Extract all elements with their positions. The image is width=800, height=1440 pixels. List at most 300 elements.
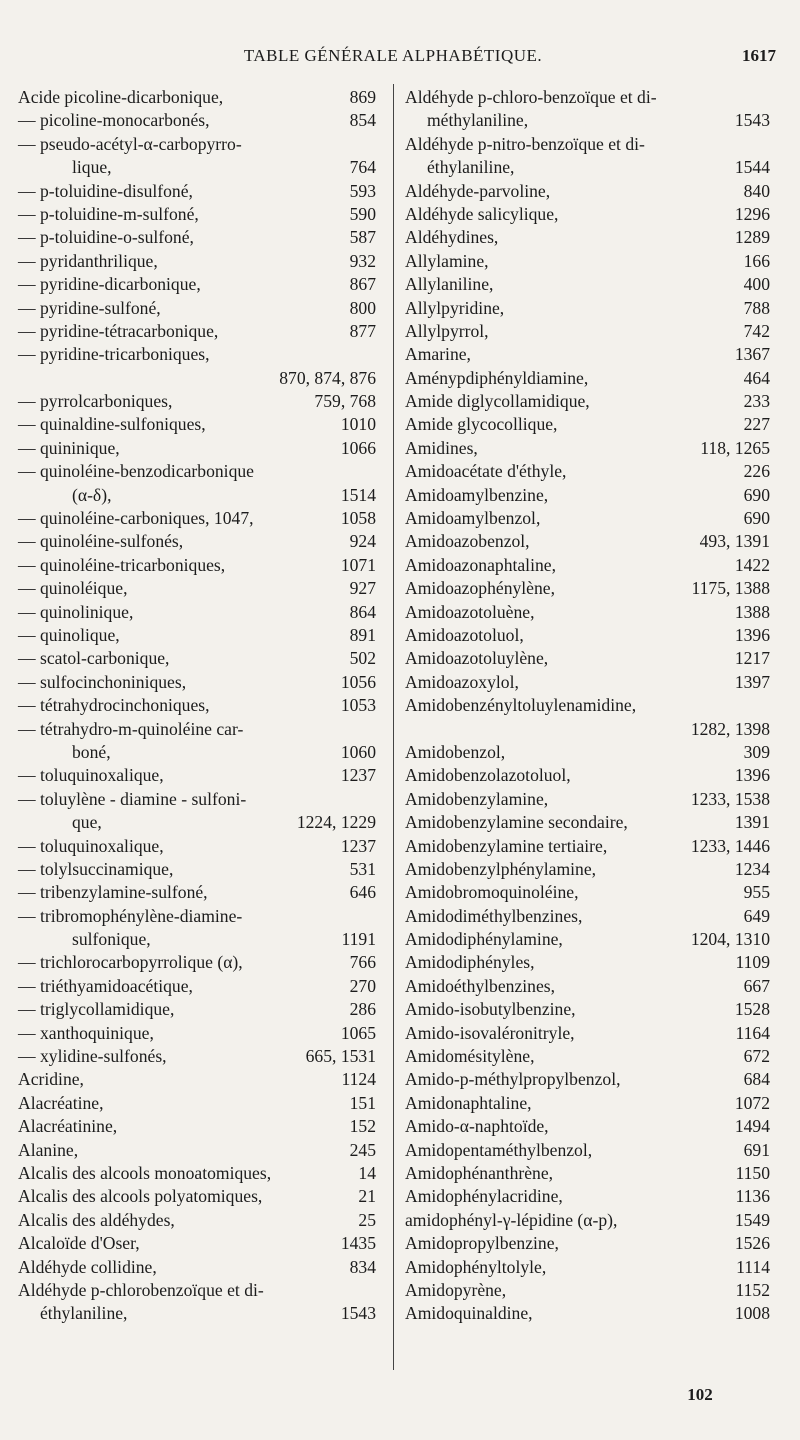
entry-term: Aldéhyde-parvoline, (405, 180, 551, 201)
entry-pages: 1367 (734, 344, 770, 365)
entry-term: (α-δ), (72, 484, 112, 505)
entry-term: Amidoamylbenzine, (405, 484, 549, 505)
entry-term: Amidophénylacridine, (405, 1186, 563, 1207)
entry-pages: 955 (743, 882, 770, 903)
entry-term: p-toluidine-o-sulfoné, (40, 227, 194, 248)
ditto-dash: — (18, 601, 36, 622)
entry-term: Amidopyrène, (405, 1279, 507, 1300)
index-entry (405, 133, 770, 156)
entry-pages: 493, 1391 (699, 531, 770, 552)
entry-pages: 864 (349, 601, 376, 622)
entry-pages: 1058 (340, 508, 376, 529)
entry-pages: 286 (349, 999, 376, 1020)
entry-pages: 1396 (734, 765, 770, 786)
index-entry (405, 367, 770, 390)
index-entry (18, 694, 376, 717)
index-entry (18, 156, 376, 179)
entry-term: Amidobenzol, (405, 741, 506, 762)
entry-term: pyridanthrilique, (40, 250, 158, 271)
index-entry (405, 1302, 770, 1325)
index-entry (18, 133, 376, 156)
entry-pages: 870, 874, 876 (279, 367, 376, 388)
index-entry (405, 951, 770, 974)
index-entry (18, 484, 376, 507)
index-entry (18, 1256, 376, 1279)
entry-pages: 840 (743, 180, 770, 201)
entry-pages: 1071 (340, 554, 376, 575)
index-column-right (405, 86, 770, 1326)
entry-pages: 118, 1265 (700, 437, 770, 458)
index-entry (405, 343, 770, 366)
ditto-dash: — (18, 765, 36, 786)
entry-term: Alcalis des aldéhydes, (18, 1209, 175, 1230)
ditto-dash: — (18, 508, 36, 529)
index-entry (405, 507, 770, 530)
index-entry (18, 671, 376, 694)
index-column-left (18, 86, 376, 1326)
signature-mark: 102 (687, 1385, 713, 1404)
entry-pages: 1544 (734, 157, 770, 178)
entry-term: toluylène - diamine - sulfoni- (40, 788, 247, 809)
entry-term: Amidobenzylphénylamine, (405, 858, 597, 879)
entry-pages: 684 (743, 1069, 770, 1090)
ditto-dash: — (18, 414, 36, 435)
entry-term: Aldéhyde p-chlorobenzoïque et di- (18, 1279, 264, 1300)
index-entry (18, 718, 376, 741)
entry-pages: 309 (743, 741, 770, 762)
index-entry (18, 1162, 376, 1185)
index-entry (405, 975, 770, 998)
entry-pages: 924 (349, 531, 376, 552)
entry-pages: 1164 (735, 1022, 770, 1043)
ditto-dash: — (18, 437, 36, 458)
entry-term: Amido-isobutylbenzine, (405, 999, 576, 1020)
ditto-dash: — (18, 648, 36, 669)
index-entry (18, 460, 376, 483)
entry-term: quinoléine-tricarboniques, (40, 554, 226, 575)
entry-term: Amidobenzolazotoluol, (405, 765, 571, 786)
entry-pages: 1191 (341, 929, 376, 950)
index-entry (18, 624, 376, 647)
entry-pages: 1124 (341, 1069, 376, 1090)
ditto-dash: — (18, 133, 36, 154)
entry-pages: 891 (349, 624, 376, 645)
index-entry (18, 1139, 376, 1162)
index-entry (18, 413, 376, 436)
entry-pages: 690 (743, 484, 770, 505)
entry-term: Amidodiméthylbenzines, (405, 905, 583, 926)
entry-term: quinolique, (40, 624, 120, 645)
entry-pages: 1072 (734, 1092, 770, 1113)
index-entry (18, 975, 376, 998)
entry-pages: 166 (743, 250, 770, 271)
entry-pages: 590 (349, 203, 376, 224)
entry-term: Amidoazoxylol, (405, 671, 519, 692)
index-entry (18, 858, 376, 881)
entry-pages: 854 (349, 110, 376, 131)
entry-pages: 877 (349, 320, 376, 341)
entry-term: Amide diglycollamidique, (405, 391, 590, 412)
entry-pages: 742 (743, 320, 770, 341)
entry-term: quinoléique, (40, 578, 128, 599)
index-entry (18, 1302, 376, 1325)
index-entry (18, 203, 376, 226)
entry-pages: 867 (349, 274, 376, 295)
entry-pages: 667 (743, 975, 770, 996)
ditto-dash: — (18, 882, 36, 903)
entry-pages: 1066 (340, 437, 376, 458)
index-entry (405, 1209, 770, 1232)
entry-pages: 227 (743, 414, 770, 435)
entry-pages: 759, 768 (314, 391, 376, 412)
index-entry (405, 1279, 770, 1302)
index-entry (405, 250, 770, 273)
entry-pages: 152 (349, 1116, 376, 1137)
entry-term: Allylpyridine, (405, 297, 505, 318)
entry-pages: 1526 (734, 1233, 770, 1254)
index-entry (18, 601, 376, 624)
entry-term: Amidonaphtaline, (405, 1092, 532, 1113)
entry-term: toluquinoxalique, (40, 835, 164, 856)
entry-term: Allylpyrrol, (405, 320, 489, 341)
ditto-dash: — (18, 554, 36, 575)
entry-term: amidophényl-γ-lépidine (α-p), (405, 1209, 618, 1230)
entry-term: Aldéhyde p-chloro-benzoïque et di- (405, 87, 657, 107)
entry-term: quininique, (40, 437, 120, 458)
entry-term: triéthyamidoacétique, (40, 975, 193, 996)
ditto-dash: — (18, 531, 36, 552)
index-entry (405, 1092, 770, 1115)
entry-pages: 1053 (340, 695, 376, 716)
entry-pages: 1282, 1398 (690, 718, 770, 739)
index-entry (18, 764, 376, 787)
entry-pages: 1543 (734, 110, 770, 131)
ditto-dash: — (18, 180, 36, 201)
entry-pages: 672 (743, 1046, 770, 1067)
entry-term: tétrahydro-m-quinoléine car- (40, 718, 244, 739)
entry-term: pyrrolcarboniques, (40, 391, 173, 412)
entry-term: Amidoamylbenzol, (405, 508, 541, 529)
entry-pages: 1217 (734, 648, 770, 669)
index-entry (18, 1232, 376, 1255)
index-entry (405, 273, 770, 296)
entry-pages: 1237 (340, 835, 376, 856)
ditto-dash: — (18, 110, 36, 131)
entry-term: Amidobenzylamine, (405, 788, 549, 809)
entry-term: Acide picoline-dicarbonique, (18, 87, 224, 107)
index-entry (405, 1232, 770, 1255)
index-entry (18, 951, 376, 974)
entry-pages: 1109 (735, 952, 770, 973)
entry-term: pyridine-dicarbonique, (40, 274, 201, 295)
entry-term: Alanine, (18, 1139, 79, 1160)
entry-pages: 270 (349, 975, 376, 996)
entry-term: Amarine, (405, 344, 471, 365)
column-divider (393, 84, 394, 1370)
index-entry (405, 811, 770, 834)
entry-term: Amidodiphénylamine, (405, 929, 563, 950)
entry-term: Alacréatine, (18, 1092, 104, 1113)
entry-term: Amidoazotoluène, (405, 601, 535, 622)
index-entry (405, 320, 770, 343)
index-entry (405, 297, 770, 320)
entry-pages: 691 (743, 1139, 770, 1160)
entry-pages: 1010 (340, 414, 376, 435)
entry-pages: 245 (349, 1139, 376, 1160)
entry-term: Amidopropylbenzine, (405, 1233, 559, 1254)
index-entry (405, 1162, 770, 1185)
entry-term: Alcalis des alcools polyatomiques, (18, 1186, 263, 1207)
entry-term: tétrahydrocinchoniques, (40, 695, 210, 716)
entry-pages: 1060 (340, 741, 376, 762)
entry-pages: 1528 (734, 999, 770, 1020)
entry-pages: 151 (349, 1092, 376, 1113)
entry-term: p-toluidine-disulfoné, (40, 180, 193, 201)
index-entry (18, 928, 376, 951)
entry-term: trichlorocarbopyrrolique (α), (40, 952, 243, 973)
entry-pages: 1204, 1310 (690, 929, 770, 950)
page-title: TABLE GÉNÉRALE ALPHABÉTIQUE. (243, 46, 543, 65)
entry-term: boné, (72, 741, 111, 762)
entry-term: Amidoquinaldine, (405, 1303, 533, 1324)
entry-term: Amido-α-naphtoïde, (405, 1116, 549, 1137)
ditto-dash: — (18, 297, 36, 318)
entry-pages: 1237 (340, 765, 376, 786)
entry-pages: 690 (743, 508, 770, 529)
entry-pages: 1152 (735, 1279, 770, 1300)
entry-pages: 665, 1531 (305, 1046, 376, 1067)
entry-pages: 1056 (340, 671, 376, 692)
index-entry (18, 1092, 376, 1115)
index-entry (405, 1185, 770, 1208)
entry-term: pyridine-tétracarbonique, (40, 320, 219, 341)
entry-term: Aldéhyde salicylique, (405, 203, 559, 224)
index-entry (405, 577, 770, 600)
entry-term: Allylamine, (405, 250, 489, 271)
entry-term: Amidoazobenzol, (405, 531, 530, 552)
entry-term: éthylaniline, (40, 1303, 128, 1324)
index-entry (405, 530, 770, 553)
index-entry (18, 226, 376, 249)
entry-term: Alcaloïde d'Oser, (18, 1233, 140, 1254)
entry-pages: 531 (349, 858, 376, 879)
entry-pages: 1396 (734, 624, 770, 645)
ditto-dash: — (18, 671, 36, 692)
entry-pages: 646 (349, 882, 376, 903)
index-entry (18, 530, 376, 553)
index-entry (405, 694, 770, 717)
index-entry (405, 390, 770, 413)
entry-pages: 233 (743, 391, 770, 412)
entry-term: Allylaniline, (405, 274, 494, 295)
index-entry (18, 273, 376, 296)
index-entry (405, 180, 770, 203)
ditto-dash: — (18, 227, 36, 248)
index-entry (18, 905, 376, 928)
entry-term: tolylsuccinamique, (40, 858, 174, 879)
index-entry (405, 1068, 770, 1091)
entry-pages: 1233, 1446 (690, 835, 770, 856)
entry-term: Amidoacétate d'éthyle, (405, 461, 567, 482)
entry-term: Amido-isovaléronitryle, (405, 1022, 575, 1043)
index-entry (18, 1279, 376, 1302)
entry-term: Amidobenzényltoluylenamidine, (405, 695, 637, 716)
page-number: 1617 (742, 46, 776, 65)
entry-term: Amidophénanthrène, (405, 1162, 554, 1183)
index-entry (18, 1045, 376, 1068)
entry-pages: 1514 (340, 484, 376, 505)
entry-term: quinoléine-benzodicarbonique (40, 461, 254, 482)
entry-pages: 14 (358, 1162, 376, 1183)
entry-term: quinolinique, (40, 601, 134, 622)
entry-pages: 1422 (734, 554, 770, 575)
index-entry (18, 1115, 376, 1138)
index-entry (18, 1022, 376, 1045)
ditto-dash: — (18, 858, 36, 879)
entry-pages: 1296 (734, 203, 770, 224)
entry-pages: 1008 (734, 1303, 770, 1324)
entry-term: quinoléine-sulfonés, (40, 531, 184, 552)
entry-term: tribenzylamine-sulfoné, (40, 882, 208, 903)
index-entry (405, 156, 770, 179)
entry-term: méthylaniline, (427, 110, 529, 131)
index-entry (405, 858, 770, 881)
index-entry (405, 881, 770, 904)
index-entry (18, 437, 376, 460)
ditto-dash: — (18, 788, 36, 809)
entry-term: Amidopentaméthylbenzol, (405, 1139, 593, 1160)
entry-pages: 869 (349, 87, 376, 107)
entry-term: sulfocinchoniniques, (40, 671, 187, 692)
ditto-dash: — (18, 835, 36, 856)
index-entry (18, 554, 376, 577)
entry-term: p-toluidine-m-sulfoné, (40, 203, 199, 224)
ditto-dash: — (18, 274, 36, 295)
entry-pages: 1065 (340, 1022, 376, 1043)
index-entry (405, 835, 770, 858)
entry-term: Amidodiphényles, (405, 952, 535, 973)
entry-pages: 21 (358, 1186, 376, 1207)
entry-term: Amidophényltolyle, (405, 1256, 547, 1277)
ditto-dash: — (18, 905, 36, 926)
entry-pages: 1234 (734, 858, 770, 879)
entry-pages: 1289 (734, 227, 770, 248)
entry-term: toluquinoxalique, (40, 765, 164, 786)
index-entry (18, 835, 376, 858)
entry-term: pseudo-acétyl-α-carbopyrro- (40, 133, 242, 154)
entry-term: quinaldine-sulfoniques, (40, 414, 206, 435)
index-entry (18, 343, 376, 366)
index-entry (405, 1115, 770, 1138)
ditto-dash: — (18, 461, 36, 482)
index-entry (405, 671, 770, 694)
entry-term: Amidines, (405, 437, 478, 458)
index-entry (405, 1045, 770, 1068)
entry-term: Amidoéthylbenzines, (405, 975, 556, 996)
entry-term: Amidoazonaphtaline, (405, 554, 556, 575)
index-entry (405, 928, 770, 951)
index-entry (18, 577, 376, 600)
index-entry (18, 109, 376, 132)
entry-pages: 1224, 1229 (296, 812, 376, 833)
index-entry (405, 484, 770, 507)
index-entry (18, 297, 376, 320)
entry-pages: 502 (349, 648, 376, 669)
ditto-dash: — (18, 344, 36, 365)
entry-pages: 788 (743, 297, 770, 318)
ditto-dash: — (18, 695, 36, 716)
entry-term: sulfonique, (72, 929, 151, 950)
entry-term: quinoléine-carboniques, 1047, (40, 508, 254, 529)
entry-pages: 226 (743, 461, 770, 482)
index-entry (405, 905, 770, 928)
entry-pages: 1549 (734, 1209, 770, 1230)
ditto-dash: — (18, 1046, 36, 1067)
index-entry (18, 1068, 376, 1091)
ditto-dash: — (18, 718, 36, 739)
entry-pages: 1435 (340, 1233, 376, 1254)
entry-pages: 1388 (734, 601, 770, 622)
entry-term: lique, (72, 157, 112, 178)
entry-term: Alacréatinine, (18, 1116, 118, 1137)
entry-term: pyridine-sulfoné, (40, 297, 161, 318)
entry-pages: 593 (349, 180, 376, 201)
entry-term: Amido-p-méthylpropylbenzol, (405, 1069, 621, 1090)
entry-term: scatol-carbonique, (40, 648, 170, 669)
entry-pages: 1543 (340, 1303, 376, 1324)
index-entry (405, 788, 770, 811)
entry-term: Amidoazotoluol, (405, 624, 524, 645)
entry-pages: 766 (349, 952, 376, 973)
entry-term: xanthoquinique, (40, 1022, 154, 1043)
index-entry (405, 554, 770, 577)
index-entry (405, 203, 770, 226)
index-entry (18, 250, 376, 273)
index-entry (18, 1185, 376, 1208)
entry-pages: 834 (349, 1256, 376, 1277)
entry-pages: 1175, 1388 (691, 578, 770, 599)
index-entry (405, 601, 770, 624)
index-entry (405, 1256, 770, 1279)
ditto-dash: — (18, 624, 36, 645)
entry-pages: 1397 (734, 671, 770, 692)
index-entry (405, 109, 770, 132)
entry-term: Amidobromoquinoléine, (405, 882, 579, 903)
index-entry (18, 507, 376, 530)
index-entry (405, 226, 770, 249)
entry-term: Amidoazophénylène, (405, 578, 555, 599)
entry-term: Amidobenzylamine secondaire, (405, 812, 628, 833)
index-entry (18, 367, 376, 390)
index-entry (18, 647, 376, 670)
entry-term: éthylaniline, (427, 157, 515, 178)
entry-pages: 464 (743, 367, 770, 388)
entry-term: tribromophénylène-diamine- (40, 905, 243, 926)
entry-pages: 587 (349, 227, 376, 248)
index-entry (18, 788, 376, 811)
entry-pages: 1150 (735, 1162, 770, 1183)
index-entry (405, 1022, 770, 1045)
ditto-dash: — (18, 1022, 36, 1043)
entry-term: que, (72, 812, 102, 833)
ditto-dash: — (18, 320, 36, 341)
entry-term: triglycollamidique, (40, 999, 175, 1020)
ditto-dash: — (18, 999, 36, 1020)
entry-term: xylidine-sulfonés, (40, 1046, 167, 1067)
entry-term: Amidoazotoluylène, (405, 648, 549, 669)
ditto-dash: — (18, 250, 36, 271)
entry-term: pyridine-tricarboniques, (40, 344, 210, 365)
